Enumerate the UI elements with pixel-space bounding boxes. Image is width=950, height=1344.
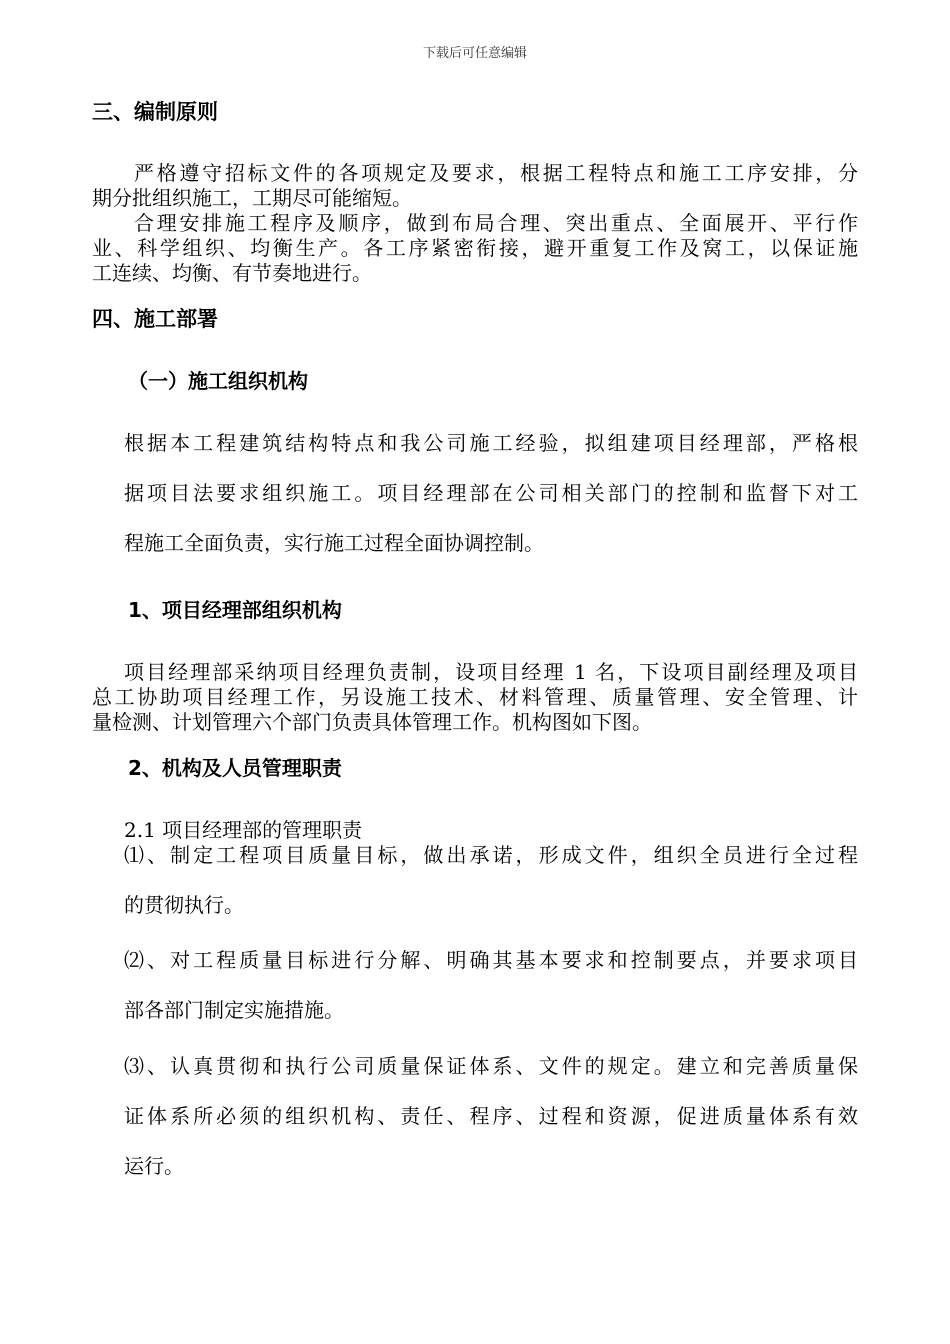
paragraph-line: 总工协助项目经理工作，另设施工技术、材料管理、质量管理、安全管理、计 [92,685,858,709]
duty-item-3-line: 运行。 [124,1154,184,1178]
paragraph-line: 量检测、计划管理六个部门负责具体管理工作。机构图如下图。 [92,710,652,734]
duty-item-3-line: 证体系所必须的组织机构、责任、程序、过程和资源，促进质量体系有效 [124,1104,858,1128]
paragraph-line: 工连续、均衡、有节奏地进行。 [92,261,372,285]
page-header: 下载后可任意编辑 [422,46,527,61]
paragraph-line: 项目经理部采纳项目经理负责制，设项目经理 1 名，下设项目副经理及项目 [124,660,858,684]
item-heading-project-dept: 1、项目经理部组织机构 [128,598,342,622]
paragraph-line: 业、科学组织、均衡生产。各工序紧密衔接，避开重复工作及窝工，以保证施 [92,236,858,260]
paragraph-line: 期分批组织施工，工期尽可能缩短。 [92,186,412,210]
duty-item-2-line: ⑵、对工程质量目标进行分解、明确其基本要求和控制要点，并要求项目 [124,948,858,972]
subsection-heading-organization: （一）施工组织机构 [128,369,308,393]
paragraph-line: 根据本工程建筑结构特点和我公司施工经验，拟组建项目经理部，严格根 [124,431,858,455]
paragraph-line: 严格遵守招标文件的各项规定及要求，根据工程特点和施工工序安排，分 [134,161,858,185]
item-heading-responsibilities: 2、机构及人员管理职责 [128,756,342,780]
duty-item-3-line: ⑶、认真贯彻和执行公司质量保证体系、文件的规定。建立和完善质量保 [124,1054,858,1078]
paragraph-line: 据项目法要求组织施工。项目经理部在公司相关部门的控制和监督下对工 [124,481,858,505]
section-heading-principles: 三、编制原则 [92,100,218,124]
paragraph-line: 合理安排施工程序及顺序，做到布局合理、突出重点、全面展开、平行作 [134,211,858,235]
paragraph-line: 程施工全面负责，实行施工过程全面协调控制。 [124,531,544,555]
duty-item-2-line: 部各部门制定实施措施。 [124,998,344,1022]
section-heading-deployment: 四、施工部署 [92,307,218,331]
subitem-heading: 2.1 项目经理部的管理职责 [124,818,363,842]
duty-item-1-line: ⑴、制定工程项目质量目标，做出承诺，形成文件，组织全员进行全过程 [124,843,858,867]
duty-item-1-line: 的贯彻执行。 [124,893,244,917]
